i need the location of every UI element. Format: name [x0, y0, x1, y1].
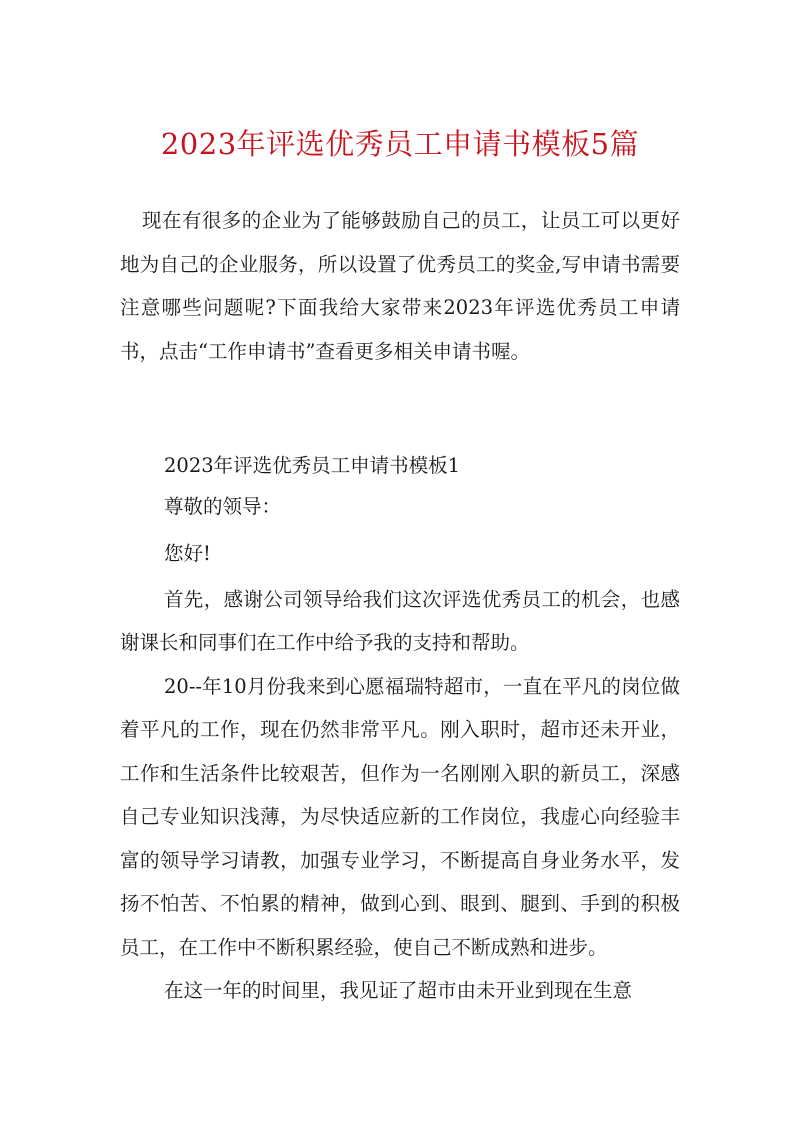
body-paragraph: 20--年10月份我来到心愿福瑞特超市，一直在平凡的岗位做着平凡的工作，现在仍然非常平凡。刚入职时，超市还未开业，工作和生活条件比较艰苦，但作为一名刚刚入职的新员工，深感自己专业知识浅薄，为尽快适应新的工作岗位，我虚心向经验丰富的领导学习请教，加强专业学习，不断提高自身业务水平，发扬不怕苦、不怕累的精神，做到心到、眼到、腿到、手到的积极员工，在工作中不断积累经验，使自己不断成熟和进步。	[120, 674, 680, 959]
letter-body	[120, 485, 680, 1013]
body-paragraph: 首先，感谢公司领导给我们这次评选优秀员工的机会，也感谢课长和同事们在工作中给予我的支持和帮助。	[120, 587, 680, 654]
salutation: 尊敬的领导：	[164, 495, 282, 518]
section-heading: 2023年评选优秀员工申请书模板1	[164, 454, 461, 477]
body-paragraph: 在这一年的时间里，我见证了超市由未开业到现在生意	[164, 979, 633, 1002]
intro-paragraph: 现在有很多的企业为了能够鼓励自己的员工，让员工可以更好地为自己的企业服务，所以设置了优秀员工的奖金,写申请书需要注意哪些问题呢?下面我给大家带来2023年评选优秀员工申请书，点击“工作申请书”查看更多相关申请书喔。	[120, 209, 680, 363]
document-title: 2023年评选优秀员工申请书模板5篇	[160, 127, 640, 161]
greeting: 您好!	[164, 541, 211, 565]
